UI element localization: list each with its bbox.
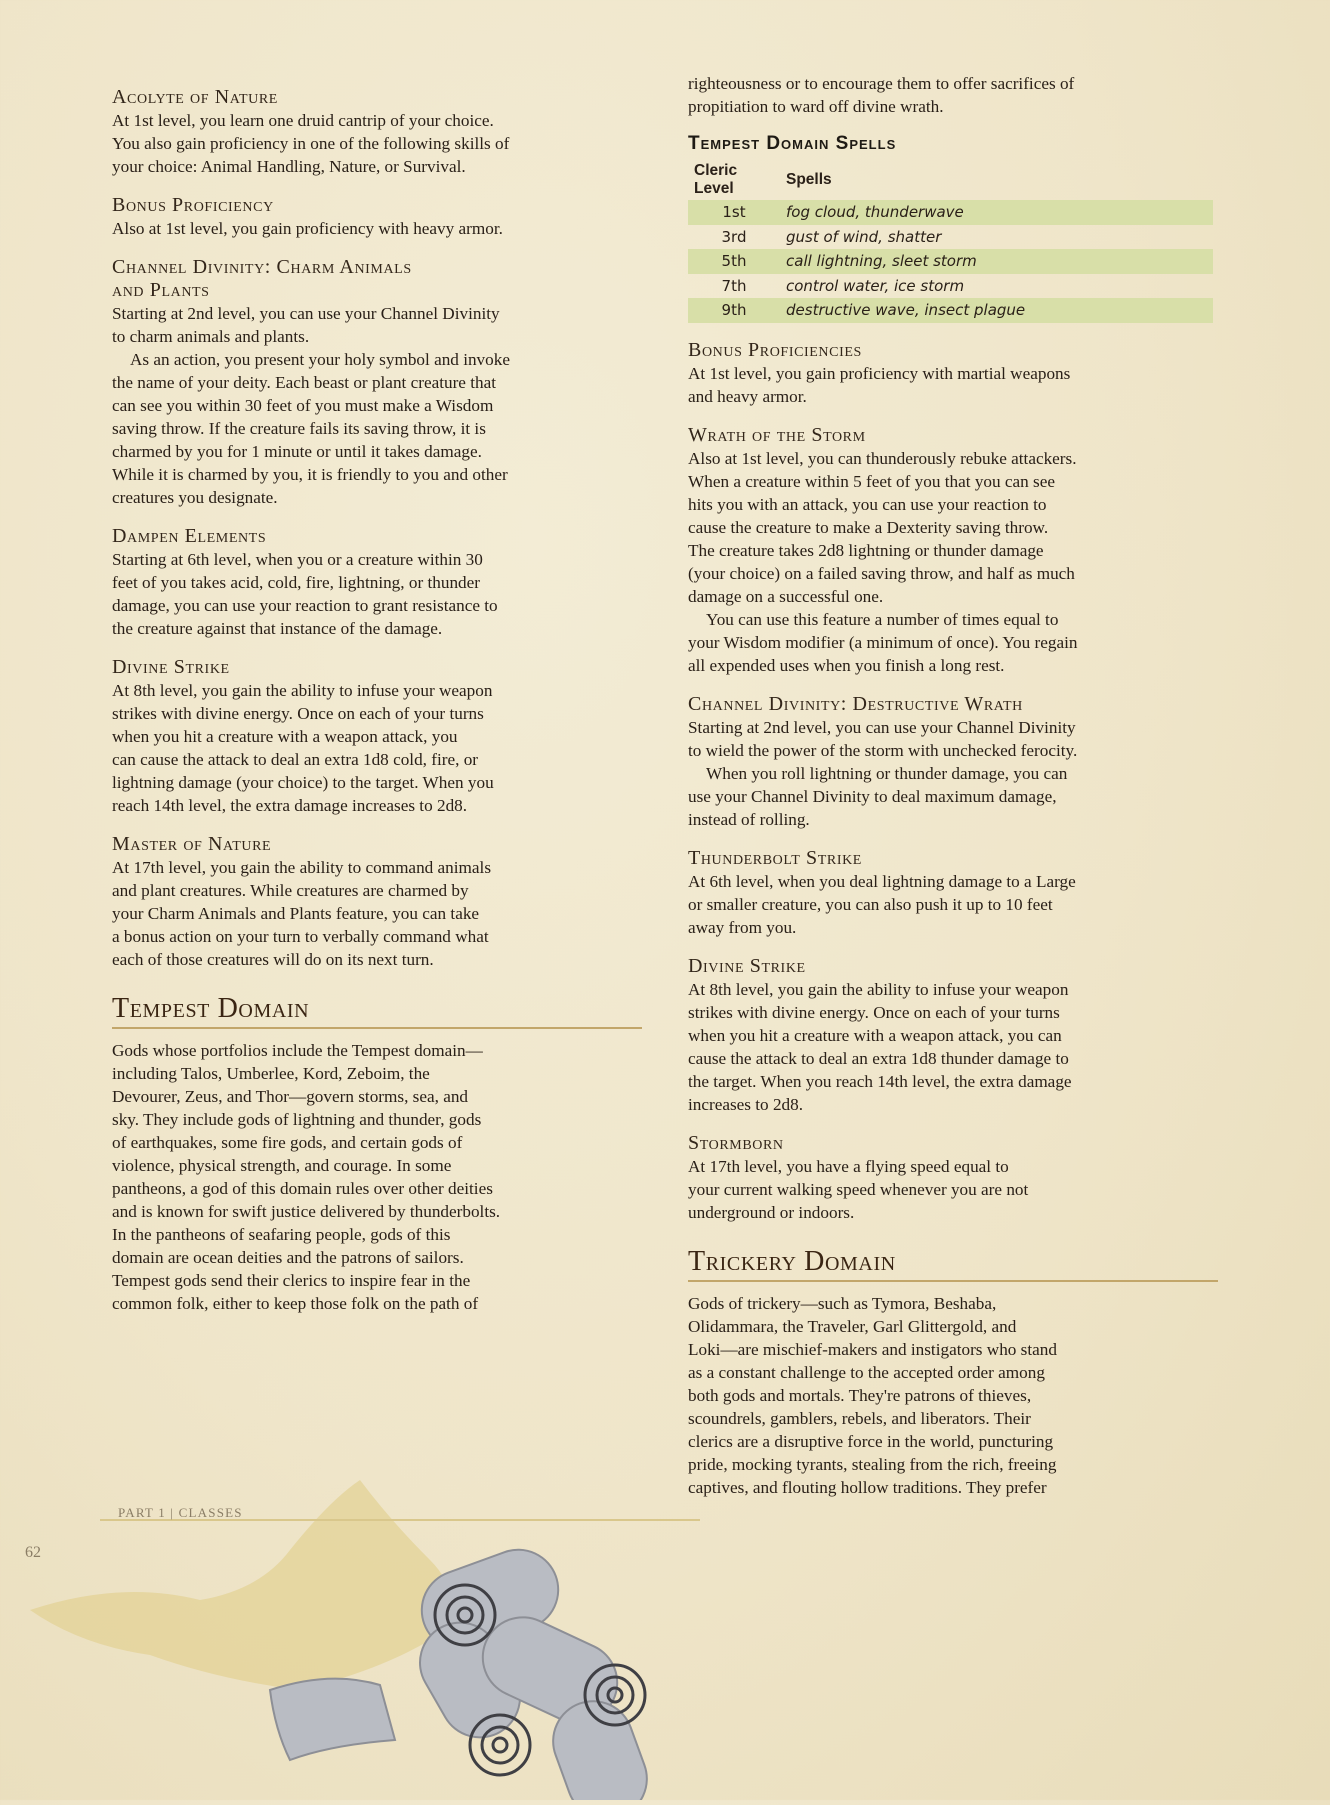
section-heading: Dampen Elements [112, 525, 267, 547]
section-heading: Thunderbolt Strike [688, 846, 862, 869]
section-heading: Bonus Proficiencies [688, 338, 862, 361]
table-row [688, 298, 1213, 323]
section-heading: Stormborn [688, 1131, 784, 1154]
table-row [688, 225, 1213, 250]
paragraph: righteousness or to encourage them to offer sacrifices of propitiation to ward off divine wrath. [688, 74, 1075, 116]
section-heading: Divine Strike [688, 954, 806, 977]
section-heading: Channel Divinity: Charm Animals and Plants [112, 256, 412, 301]
spells: gust of wind, shatter [786, 227, 942, 246]
paragraph: When you roll lightning or thunder damage, you can use your Channel Divinity to deal maximum damage, instead of rolling. [688, 763, 1068, 829]
section-heading: Wrath of the Storm [688, 423, 866, 446]
column-header: Cleric Level [694, 162, 738, 197]
paragraph: At 17th level, you have a flying speed equal to your current walking speed whenever you are not underground or indoors. [688, 1156, 1029, 1222]
cleric-level: 9th [688, 298, 780, 323]
cleric-level: 5th [688, 249, 780, 274]
domain-description: Gods whose portfolios include the Tempest domain— including Talos, Umberlee, Kord, Zeboim, the Devourer, Zeus, and Thor—govern storms, sea, and sky. They include gods of lightning and thunder, gods of earthquakes, some fire gods, and certain gods of violence, physical strength, and courage. In some pantheons, a god of this domain rules over other deities and is known for swift justice delivered by thunderbolts. In the pantheons of seafaring people, gods of this domain are ocean deities and the patrons of sailors. Tempest gods send their clerics to inspire fear in the common folk, either to keep those folk on the path of [112, 1041, 501, 1313]
section-heading: Channel Divinity: Destructive Wrath [688, 692, 1023, 715]
domain-description: Gods of trickery—such as Tymora, Beshaba, Olidammara, the Traveler, Garl Glittergold, and Loki—are mischief-makers and instigators who stand as a constant challenge to the accepted order among both gods and mortals. They're patrons of thieves, scoundrels, gamblers, rebels, and liberators. Their clerics are a disruptive force in the world, puncturing pride, mocking tyrants, stealing from the rich, freeing captives, and flouting hollow traditions. They prefer [688, 1293, 1057, 1497]
paragraph: At 8th level, you gain the ability to infuse your weapon strikes with divine energy. Once on each of your turns when you hit a creature with a weapon attack, you can cause the attack to deal an extra 1d8 cold, fire, or lightning damage (your choice) to the target. When you reach 14th level, the extra damage increases to 2d8. [112, 681, 494, 815]
cleric-level: 7th [721, 276, 747, 295]
table-row [688, 200, 1213, 225]
paragraph: At 6th level, when you deal lightning damage to a Large or smaller creature, you can also push it up to 10 feet away from you. [688, 871, 1076, 937]
paragraph: At 8th level, you gain the ability to infuse your weapon strikes with divine energy. Once on each of your turns when you hit a creature with a weapon attack, you can cause the attack to deal an extra 1d8 thunder damage to the target. When you reach 14th level, the extra damage increases to 2d8. [688, 979, 1072, 1114]
domain-title: Tempest Domain [112, 993, 642, 1029]
cleric-level: 3rd [721, 227, 747, 246]
domain-title: Trickery Domain [688, 1246, 1218, 1282]
spells: destructive wave, insect plague [780, 298, 1213, 323]
spells: call lightning, sleet storm [780, 249, 1213, 274]
section-heading: Bonus Proficiency [112, 194, 274, 216]
paragraph: At 1st level, you gain proficiency with martial weapons and heavy armor. [688, 363, 1071, 406]
paragraph: Also at 1st level, you can thunderously rebuke attackers. When a creature within 5 feet of you that you can see hits you with an attack, you can use your reaction to cause the creature to make a Dexterity saving throw. The creature takes 2d8 lightning or thunder damage (your choice) on a failed saving throw, and half as much damage on a successful one. [688, 448, 1077, 606]
paragraph: Starting at 6th level, when you or a creature within 30 feet of you takes acid, cold, fire, lightning, or thunder damage, you can use your reaction to grant resistance to the creature against that instance of the damage. [112, 550, 498, 638]
table-row [688, 249, 1213, 274]
paragraph: At 1st level, you learn one druid cantrip of your choice. You also gain proficiency in one of the following skills of your choice: Animal Handling, Nature, or Survival. [112, 111, 510, 176]
paragraph: You can use this feature a number of times equal to your Wisdom modifier (a minimum of once). You regain all expended uses when you finish a long rest. [688, 609, 1078, 675]
spells: fog cloud, thunderwave [780, 200, 1213, 225]
running-footer: PART 1 | CLASSES [118, 1505, 243, 1520]
paragraph: Also at 1st level, you gain proficiency with heavy armor. [112, 219, 503, 238]
paragraph: Starting at 2nd level, you can use your Channel Divinity to charm animals and plants. [112, 304, 500, 346]
section-heading: Acolyte of Nature [112, 86, 278, 108]
table-row [688, 274, 1213, 299]
column-header: Spells [786, 171, 832, 188]
right-column [688, 72, 1218, 1499]
page-number: 62 [25, 1544, 41, 1561]
table-title: Tempest Domain Spells [688, 133, 897, 154]
section-heading: Divine Strike [112, 656, 230, 678]
section-heading: Master of Nature [112, 833, 272, 855]
paragraph: As an action, you present your holy symbol and invoke the name of your deity. Each beast or plant creature that can see you within 30 feet of you must make a Wisdom saving throw. If the creature fails its saving throw, it is charmed by you for 1 minute or until it takes damage. While it is charmed by you, it is friendly to you and other creatures you designate. [112, 350, 510, 507]
spells: control water, ice storm [786, 276, 965, 295]
paragraph: Starting at 2nd level, you can use your Channel Divinity to wield the power of the storm with unchecked ferocity. [688, 717, 1078, 760]
left-column [112, 72, 642, 1315]
paragraph: At 17th level, you gain the ability to command animals and plant creatures. While creatures are charmed by your Charm Animals and Plants feature, you can take a bonus action on your turn to verbally command what each of those creatures will do on its next turn. [112, 858, 492, 969]
scroll-illustration [0, 1440, 700, 1805]
spells-table [688, 160, 1213, 323]
cleric-level: 1st [688, 200, 780, 225]
